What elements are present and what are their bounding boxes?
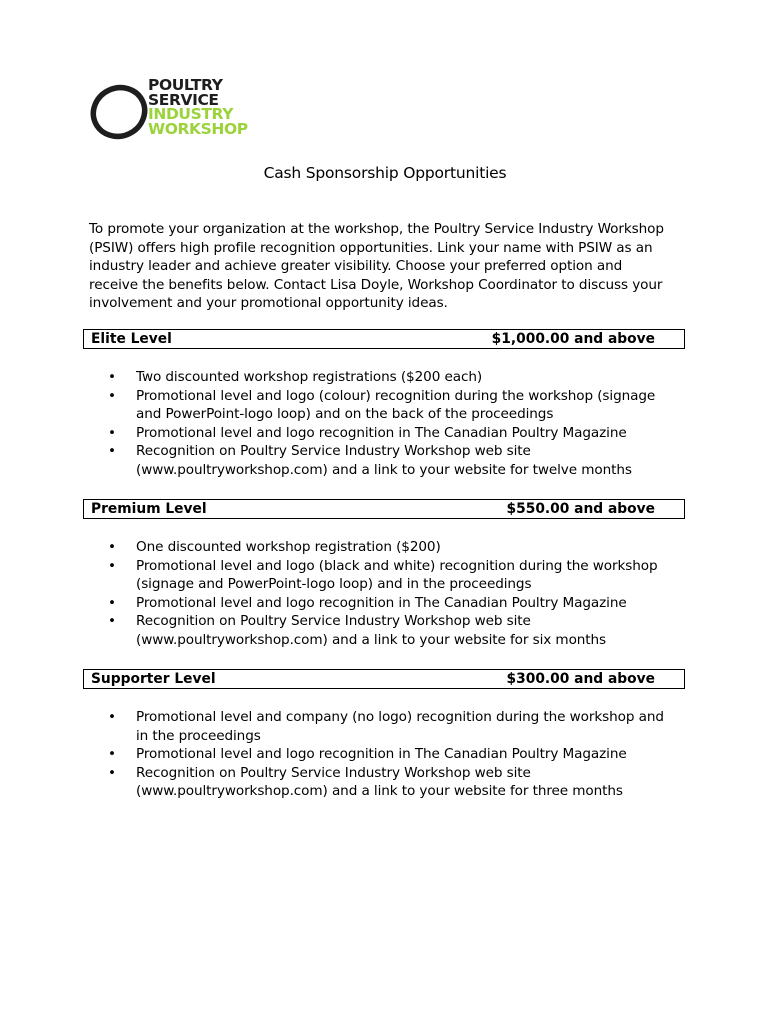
- logo-line-3: INDUSTRY: [148, 105, 234, 123]
- bullet-icon: •: [108, 594, 116, 611]
- list-item: • Promotional level and logo (colour) recognition during the workshop (signage and PowerPoint-logo loop) and on the back of the proceedings: [108, 387, 656, 423]
- benefit-list-supporter: [108, 708, 664, 801]
- bullet-icon: •: [108, 764, 116, 781]
- intro-line: involvement and your promotional opportunity ideas.: [89, 295, 448, 312]
- level-header-supporter: [83, 669, 685, 689]
- logo-wordmark: [148, 78, 248, 136]
- list-item: • Promotional level and logo recognition in The Canadian Poultry Magazine: [108, 424, 627, 441]
- level-amount: $300.00 and above: [506, 671, 655, 687]
- logo-line-2: SERVICE: [148, 90, 219, 109]
- level-amount: $550.00 and above: [506, 501, 655, 517]
- level-header-premium: [83, 499, 685, 519]
- intro-line: receive the benefits below. Contact Lisa Doyle, Workshop Coordinator to discuss your: [89, 276, 663, 293]
- list-item: • Recognition on Poultry Service Industry Workshop web site (www.poultryworkshop.com) and a link to your website for six months: [108, 613, 607, 648]
- bullet-icon: •: [108, 539, 116, 555]
- psiw-logo: [90, 78, 260, 144]
- page-title: Cash Sponsorship Opportunities: [263, 164, 507, 182]
- list-item: • Recognition on Poultry Service Industry Workshop web site (www.poultryworkshop.com) and a link to your website for three months: [108, 764, 623, 800]
- list-item: • Promotional level and logo recognition in The Canadian Poultry Magazine: [108, 594, 627, 611]
- bullet-icon: •: [108, 613, 116, 630]
- bullet-icon: •: [108, 387, 116, 404]
- list-item: • Promotional level and company (no logo) recognition during the workshop and in the proceedings: [108, 709, 664, 744]
- list-item: • Two discounted workshop registrations ($200 each): [108, 369, 483, 385]
- benefit-list-elite: [108, 368, 655, 480]
- level-amount: $1,000.00 and above: [491, 331, 655, 347]
- list-item: • Promotional level and logo (black and white) recognition during the workshop (signage and PowerPoint-logo loop) and in the proceedings: [108, 557, 658, 593]
- egg-ring-icon: [90, 78, 150, 142]
- bullet-icon: •: [108, 557, 116, 574]
- list-item: • Promotional level and logo recognition in The Canadian Poultry Magazine: [108, 746, 627, 763]
- level-name: Supporter Level: [91, 671, 216, 687]
- bullet-icon: •: [108, 424, 116, 441]
- intro-line: industry leader and achieve greater visibility. Choose your preferred option and: [89, 258, 623, 275]
- intro-paragraph: [89, 220, 689, 313]
- list-item: • Recognition on Poultry Service Industry Workshop web site (www.poultryworkshop.com) and a link to your website for twelve months: [108, 443, 632, 478]
- logo-line-4: WORKSHOP: [148, 119, 248, 138]
- level-header-elite: [83, 329, 685, 349]
- benefit-list-premium: [108, 538, 658, 650]
- bullet-icon: •: [108, 709, 116, 725]
- intro-line: To promote your organization at the workshop, the Poultry Service Industry Workshop: [89, 221, 664, 237]
- intro-line: (PSIW) offers high profile recognition opportunities. Link your name with PSIW as an: [89, 239, 653, 256]
- level-name: Premium Level: [91, 501, 207, 517]
- logo-line-1: POULTRY: [148, 76, 223, 94]
- bullet-icon: •: [108, 746, 116, 763]
- list-item: • One discounted workshop registration ($200): [108, 539, 441, 555]
- level-name: Elite Level: [91, 331, 172, 347]
- bullet-icon: •: [108, 443, 116, 460]
- bullet-icon: •: [108, 369, 116, 385]
